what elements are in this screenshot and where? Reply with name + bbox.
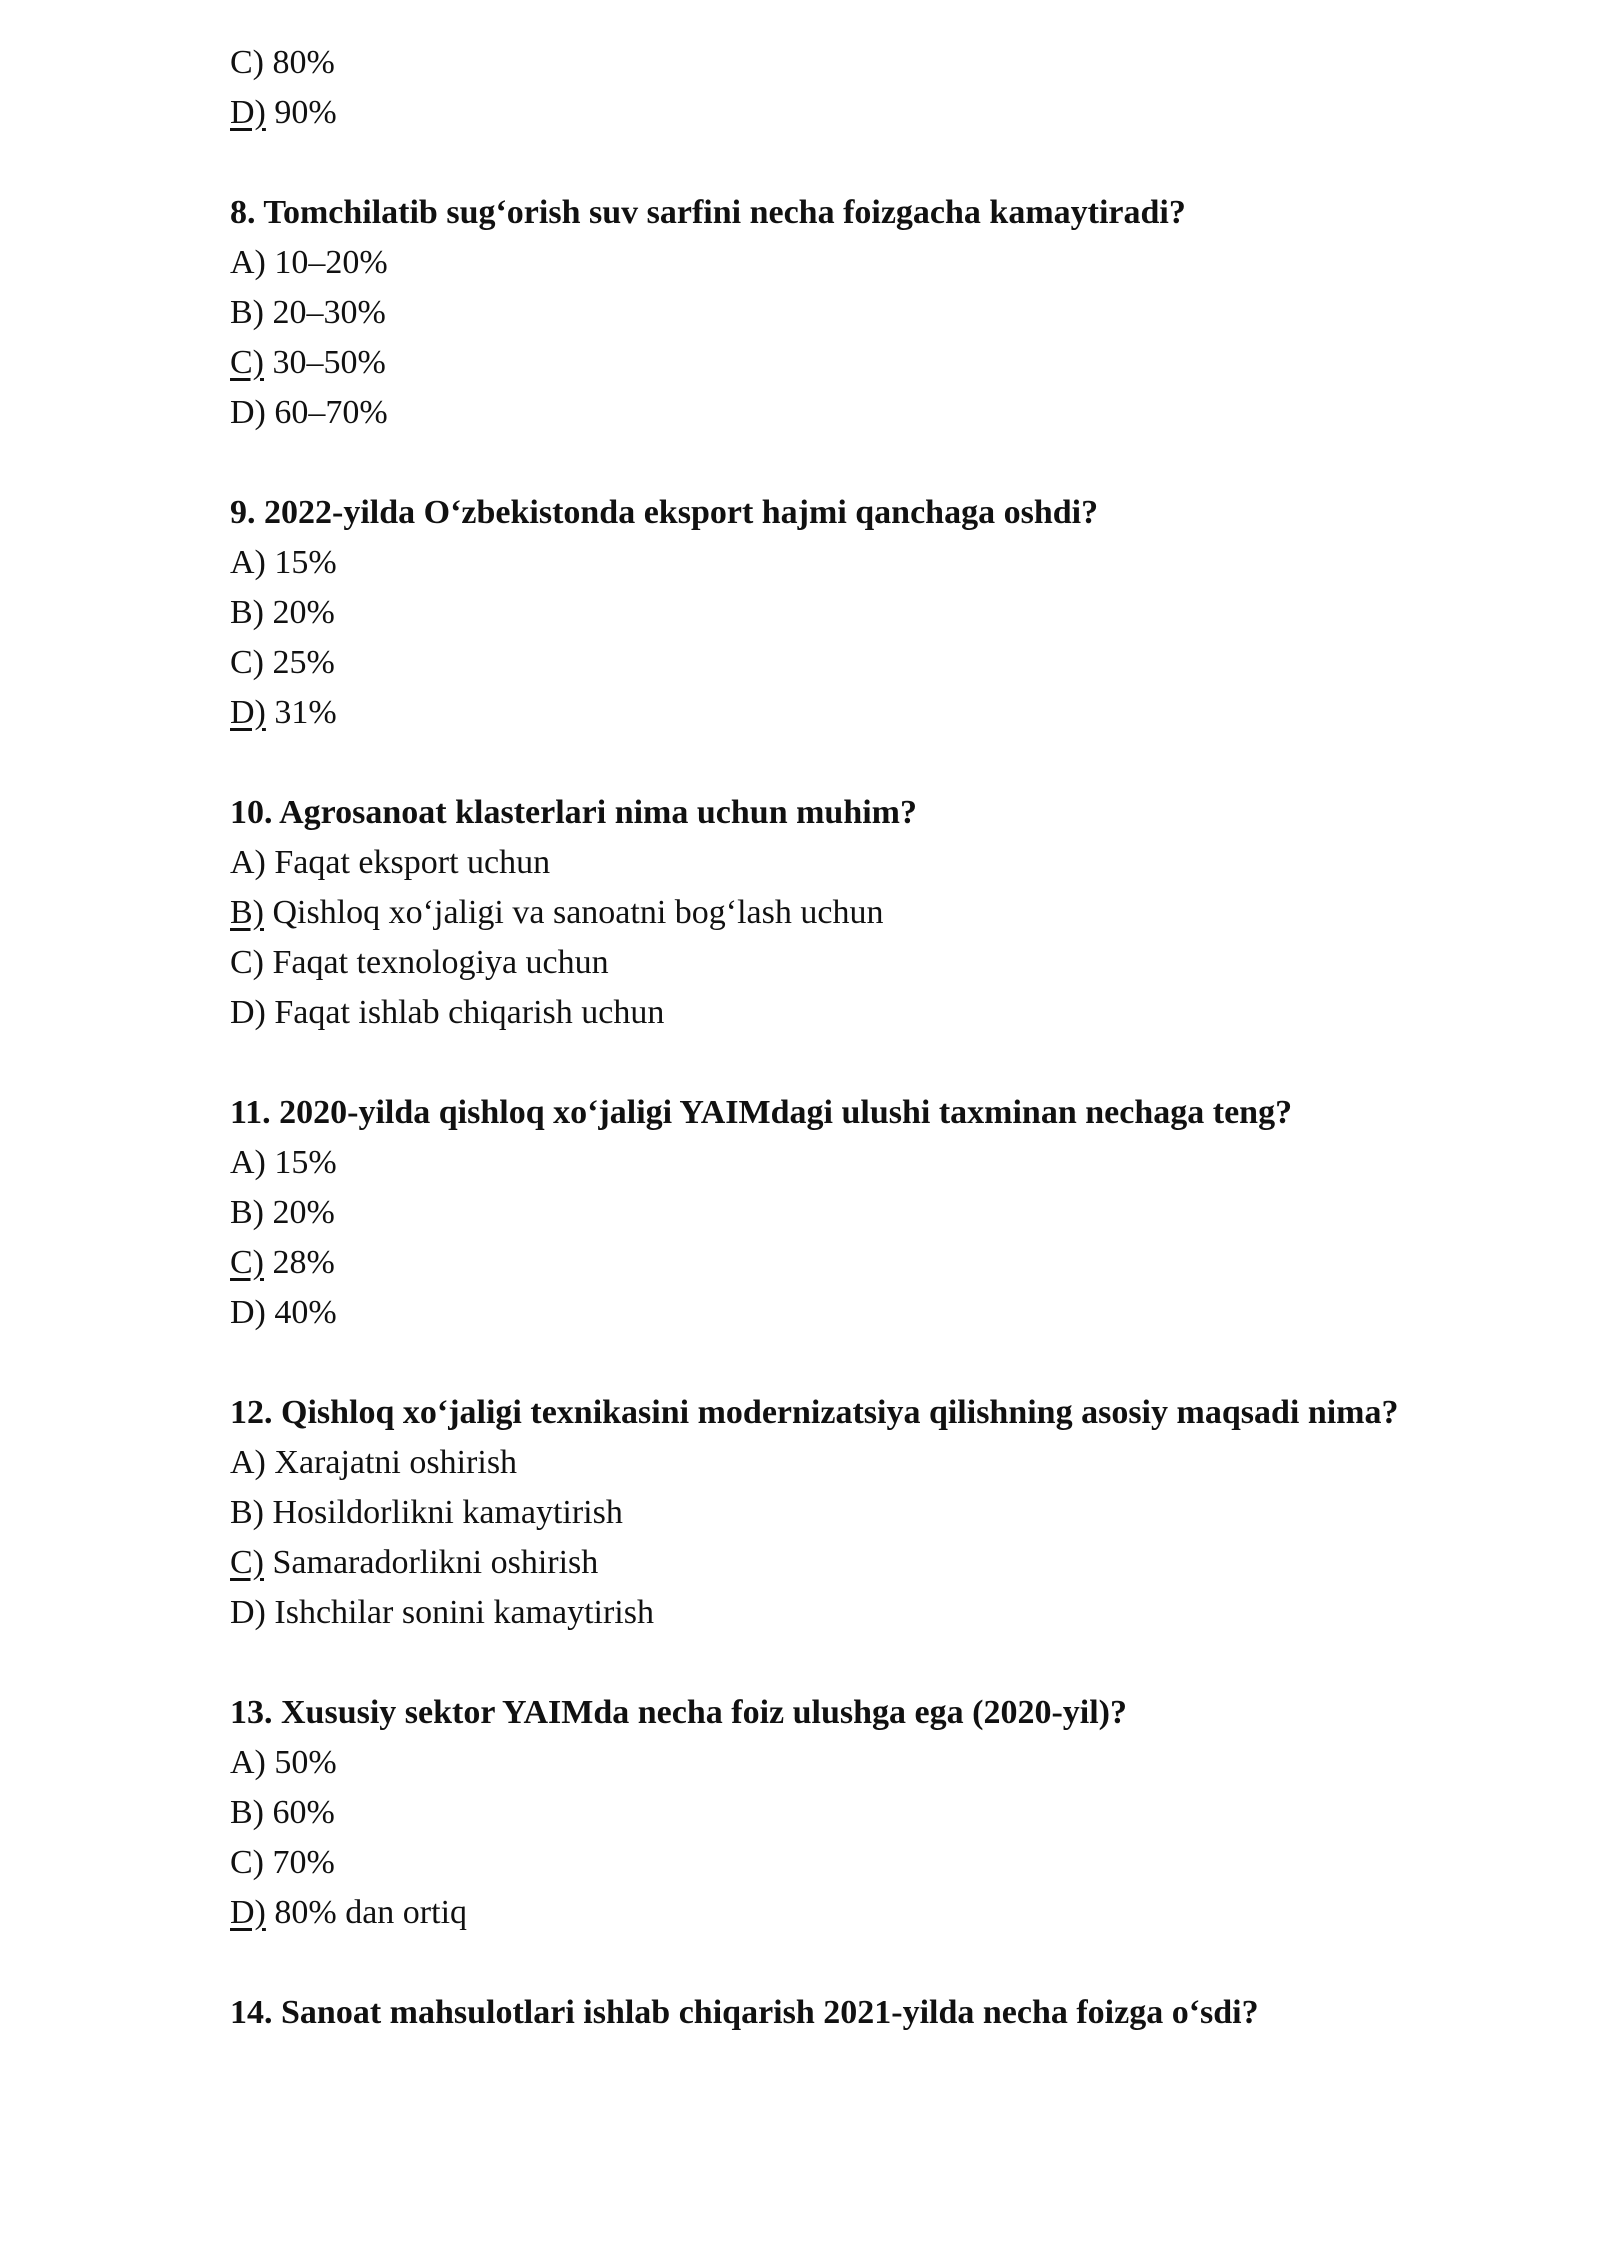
option-letter: C) (230, 644, 264, 681)
option-line (230, 1438, 1430, 1488)
question-heading (230, 188, 1430, 238)
option-text: 31% (274, 694, 337, 731)
option-letter: B) (230, 1194, 264, 1231)
question-block (230, 788, 1430, 1038)
option-line (230, 288, 1430, 338)
option-text: Faqat texnologiya uchun (272, 944, 609, 981)
option-line (230, 838, 1430, 888)
option-text: 15% (274, 544, 337, 581)
question-block (230, 188, 1430, 438)
option-line (230, 338, 1430, 388)
option-line (230, 1738, 1430, 1788)
question-number: 14. (230, 1994, 273, 2031)
option-text: 20–30% (272, 294, 386, 331)
question-block (230, 1088, 1430, 1338)
question-number: 9. (230, 494, 256, 531)
question-number: 12. (230, 1394, 273, 1431)
question-heading (230, 1988, 1430, 2038)
question-heading (230, 1688, 1430, 1738)
option-text: 10–20% (274, 244, 388, 281)
option-letter-correct: C) (230, 1544, 264, 1581)
question-text: 2020-yilda qishloq xo‘jaligi YAIMdagi ulushi taxminan nechaga teng? (279, 1094, 1293, 1131)
option-line (230, 988, 1430, 1038)
option-letter: D) (230, 1294, 266, 1331)
option-line (230, 1788, 1430, 1838)
option-line (230, 1838, 1430, 1888)
option-letter: C) (230, 1844, 264, 1881)
option-text: Samaradorlikni oshirish (272, 1544, 599, 1581)
question-number: 10. (230, 794, 273, 831)
question-number: 8. (230, 194, 256, 231)
option-letter-correct: B) (230, 894, 264, 931)
question-text: Xususiy sektor YAIMda necha foiz ulushga ega (2020-yil)? (281, 1694, 1127, 1731)
option-text: 40% (274, 1294, 337, 1331)
option-letter: A) (230, 844, 266, 881)
option-text: 80% dan ortiq (274, 1894, 468, 1931)
option-letter: A) (230, 244, 266, 281)
option-text: 28% (272, 1244, 335, 1281)
option-line (230, 1538, 1430, 1588)
option-text: 70% (272, 1844, 335, 1881)
option-letter: D) (230, 394, 266, 431)
option-letter: B) (230, 594, 264, 631)
option-text: 90% (274, 94, 337, 131)
option-letter: A) (230, 544, 266, 581)
option-line (230, 1588, 1430, 1638)
option-line (230, 1238, 1430, 1288)
option-line (230, 88, 1430, 138)
option-line (230, 1138, 1430, 1188)
option-line (230, 1488, 1430, 1538)
option-text: Ishchilar sonini kamaytirish (274, 1594, 654, 1631)
question-text: Agrosanoat klasterlari nima uchun muhim? (279, 794, 918, 831)
option-letter: A) (230, 1144, 266, 1181)
option-letter-correct: D) (230, 1894, 266, 1931)
option-line (230, 538, 1430, 588)
option-text: 50% (274, 1744, 337, 1781)
option-line (230, 638, 1430, 688)
question-heading (230, 788, 1430, 838)
option-line (230, 688, 1430, 738)
question-block (230, 1988, 1430, 2038)
question-block (230, 488, 1430, 738)
question-block (230, 1388, 1430, 1638)
question-block (230, 1688, 1430, 1938)
option-line (230, 238, 1430, 288)
question-text: Tomchilatib sug‘orish suv sarfini necha foizgacha kamaytiradi? (263, 194, 1186, 231)
option-letter-correct: D) (230, 694, 266, 731)
option-line (230, 38, 1430, 88)
option-letter: B) (230, 294, 264, 331)
option-text: 80% (272, 44, 335, 81)
option-text: Faqat ishlab chiqarish uchun (274, 994, 665, 1031)
option-text: 20% (272, 594, 335, 631)
option-text: Xarajatni oshirish (274, 1444, 518, 1481)
question-text: Sanoat mahsulotlari ishlab chiqarish 2021-yilda necha foizga o‘sdi? (281, 1994, 1259, 2031)
option-line (230, 1888, 1430, 1938)
option-letter: B) (230, 1794, 264, 1831)
option-line (230, 388, 1430, 438)
option-letter-correct: C) (230, 344, 264, 381)
question-number: 13. (230, 1694, 273, 1731)
question-text: Qishloq xo‘jaligi texnikasini modernizatsiya qilishning asosiy maqsadi nima? (281, 1394, 1399, 1431)
option-text: 15% (274, 1144, 337, 1181)
question-heading (230, 1088, 1430, 1138)
option-text: 60–70% (274, 394, 388, 431)
question-heading (230, 1388, 1430, 1438)
option-line (230, 888, 1430, 938)
option-letter-correct: C) (230, 1244, 264, 1281)
option-text: Faqat eksport uchun (274, 844, 551, 881)
option-line (230, 1188, 1430, 1238)
question-text: 2022-yilda O‘zbekistonda eksport hajmi qanchaga oshdi? (264, 494, 1099, 531)
option-letter: D) (230, 1594, 266, 1631)
option-line (230, 588, 1430, 638)
option-text: 60% (272, 1794, 335, 1831)
option-letter: A) (230, 1444, 266, 1481)
question-number: 11. (230, 1094, 271, 1131)
option-letter: B) (230, 1494, 264, 1531)
option-letter: A) (230, 1744, 266, 1781)
option-letter: D) (230, 994, 266, 1031)
option-line (230, 938, 1430, 988)
option-letter: C) (230, 44, 264, 81)
question-heading (230, 488, 1430, 538)
quiz-page (230, 38, 1430, 2038)
option-letter: C) (230, 944, 264, 981)
option-text: 20% (272, 1194, 335, 1231)
option-text: Hosildorlikni kamaytirish (272, 1494, 623, 1531)
option-letter-correct: D) (230, 94, 266, 131)
option-text: 30–50% (272, 344, 386, 381)
option-text: 25% (272, 644, 335, 681)
option-line (230, 1288, 1430, 1338)
option-text: Qishloq xo‘jaligi va sanoatni bog‘lash uchun (272, 894, 884, 931)
